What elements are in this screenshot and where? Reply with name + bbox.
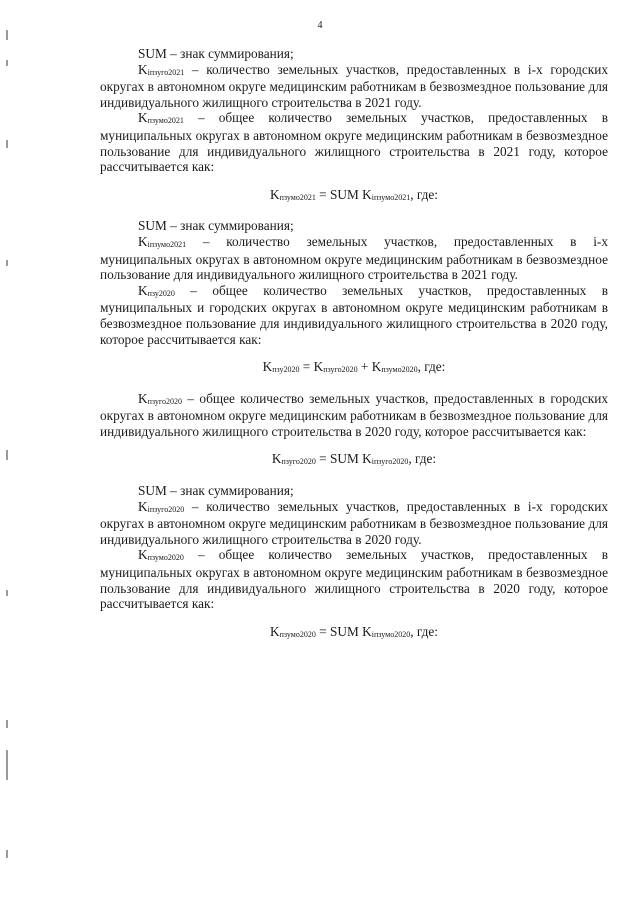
term-subscript: пзумо2020: [147, 553, 184, 563]
formula: [100, 451, 608, 469]
formula-subscript: iпзуго2020: [371, 457, 409, 467]
term-symbol: K: [138, 498, 148, 514]
term-definition: [100, 283, 608, 347]
term-text: – общее количество земельных участков, предоставленных в муниципальных и городских округах в автономном округе медицинским работникам в безвозмездное пользование для индивидуального жилищного строительства в 2020 году, которое рассчитывается как:: [100, 282, 608, 347]
formula-text: , где:: [417, 359, 446, 375]
term-definition: [100, 547, 608, 611]
formula-text: = SUM K: [315, 186, 372, 202]
formula-text: , где:: [408, 451, 437, 467]
term-text: – количество земельных участков, предоставленных в i-х городских округах в автономном округе медицинским работникам в безвозмездное пользование для индивидуального жилищного строительства в 2020 году.: [100, 498, 608, 547]
document-body: [100, 46, 608, 655]
formula-text: = SUM K: [315, 451, 372, 467]
term-definition: [100, 499, 608, 548]
term-symbol: K: [138, 110, 148, 126]
term-text: – общее количество земельных участков, предоставленных в городских округах в автономном округе медицинским работникам в безвозмездное пользование для индивидуального жилищного строительства в 2020 году, которое рассчитывается как:: [100, 390, 608, 439]
page-number: 4: [317, 20, 323, 31]
formula: [100, 187, 608, 205]
term-subscript: пзу2020: [147, 288, 175, 298]
term-definition: [100, 391, 608, 440]
term-definition: [100, 62, 608, 111]
term-symbol: K: [138, 390, 148, 406]
term-symbol: K: [138, 61, 148, 77]
formula-text: = SUM K: [315, 623, 372, 639]
term-text: – общее количество земельных участков, предоставленных в муниципальных округах в автономном округе медицинским работникам в безвозмездное пользование для индивидуального жилищного строительства в 2020 году, которое рассчитывается как:: [100, 547, 608, 612]
formula-subscript: пзу2020: [272, 365, 300, 375]
formula-subscript: пзумо2020: [381, 365, 418, 375]
formula: [100, 624, 608, 642]
left-margin-marks: [6, 30, 10, 870]
formula-subscript: пзуго2020: [281, 457, 316, 467]
term-text: – общее количество земельных участков, предоставленных в муниципальных округах в автономном округе медицинским работникам в безвозмездное пользование для индивидуального жилищного строительства в 2021 году, которое рассчитывается как:: [100, 110, 608, 175]
formula-subscript: iпзумо2020: [371, 629, 411, 639]
formula-text: = K: [299, 359, 324, 375]
formula-text: + K: [357, 359, 382, 375]
formula-subscript: пзумо2021: [279, 192, 316, 202]
term-text: – количество земельных участков, предоставленных в i-х городских округах в автономном округе медицинским работникам в безвозмездное пользование для индивидуального жилищного строительства в 2021 году.: [100, 61, 608, 110]
term-subscript: iпзумо2021: [147, 239, 187, 249]
sum-definition: SUM – знак суммирования;: [138, 483, 294, 499]
term-symbol: K: [138, 282, 148, 298]
term-subscript: пзуго2020: [147, 396, 182, 406]
formula-text: K: [269, 623, 280, 639]
term-text: – количество земельных участков, предоставленных в i-х муниципальных округах в автономном округе медицинским работникам в безвозмездное пользование для индивидуального жилищного строительства в 2021 году.: [100, 233, 608, 283]
term-symbol: K: [138, 233, 148, 249]
term-subscript: iпзуго2020: [147, 504, 185, 514]
term-definition: [100, 234, 608, 283]
formula-text: K: [271, 451, 282, 467]
sum-definition: SUM – знак суммирования;: [138, 46, 294, 61]
formula-text: K: [269, 186, 280, 202]
formula-subscript: пзуго2020: [323, 365, 358, 375]
formula-subscript: пзумо2020: [279, 629, 316, 639]
sum-definition: SUM – знак суммирования;: [138, 218, 294, 234]
term-definition: [100, 110, 608, 174]
formula: [100, 359, 608, 377]
formula-text: , где:: [410, 186, 438, 202]
term-subscript: iпзуго2021: [147, 67, 185, 77]
term-subscript: пзумо2021: [147, 116, 184, 126]
formula-text: , где:: [410, 623, 438, 639]
term-symbol: K: [138, 547, 148, 563]
formula-text: K: [262, 359, 273, 375]
formula-subscript: iпзумо2021: [371, 192, 411, 202]
